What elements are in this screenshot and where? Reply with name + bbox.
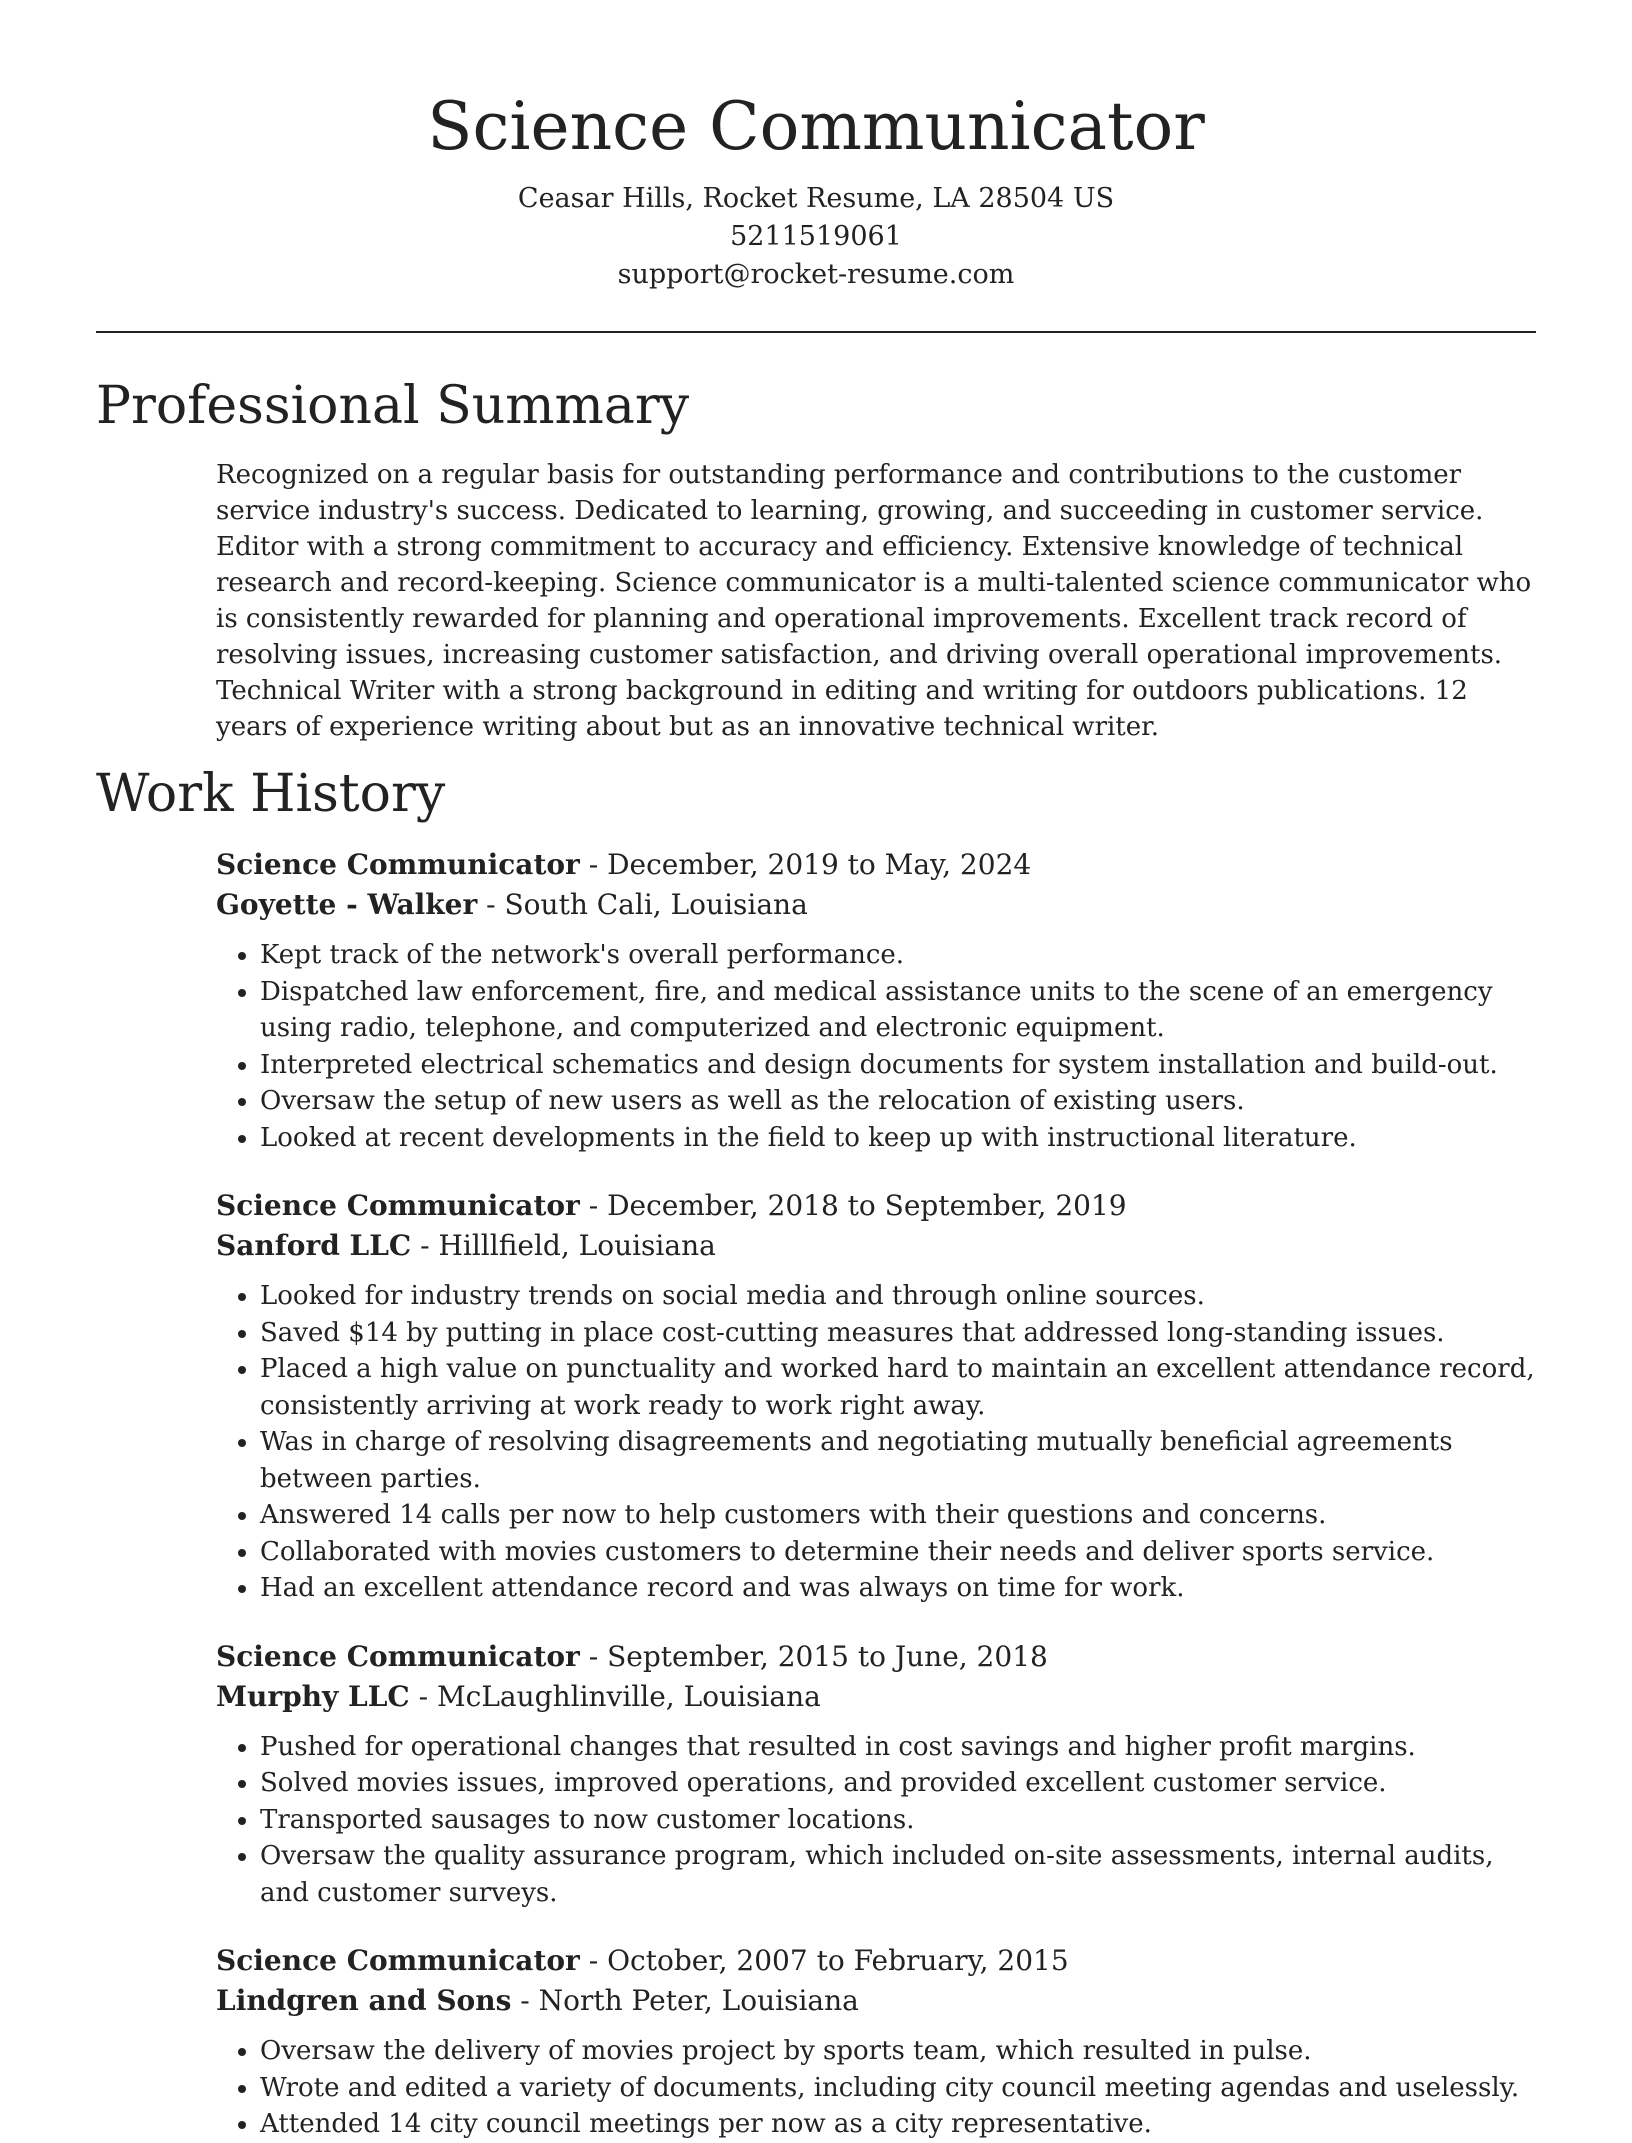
- job-location: Hilllfield, Louisiana: [438, 1229, 716, 1262]
- job-location: North Peter, Louisiana: [538, 1984, 859, 2017]
- job-bullet: • Dispatched law enforcement, fire, and medical assistance units to the scene of an emergency using radio, telephone, and computerized and electronic equipment.: [260, 974, 1536, 1047]
- job-bullet: • Oversaw the delivery of movies project by sports team, which resulted in pulse.: [260, 2033, 1536, 2070]
- job-entry: [216, 1186, 1536, 1607]
- job-bullet: • Solved movies issues, improved operations, and provided excellent customer service.: [260, 1765, 1536, 1802]
- job-separator: -: [511, 1984, 539, 2017]
- job-company: Sanford LLC: [216, 1229, 412, 1262]
- job-company: Lindgren and Sons: [216, 1984, 512, 2017]
- job-entry: [216, 1941, 1536, 2143]
- job-company-line: [216, 885, 1536, 925]
- resume-header: [96, 0, 1536, 294]
- job-bullet: • Kept track of the network's overall performance.: [260, 937, 1536, 974]
- address-line: Ceasar Hills, Rocket Resume, LA 28504 US: [517, 183, 1115, 214]
- job-title-line: [216, 1186, 1536, 1226]
- job-company-line: [216, 1677, 1536, 1717]
- job-bullet-list: [216, 937, 1536, 1156]
- job-company-line: [216, 1981, 1536, 2021]
- job-separator: -: [579, 1189, 608, 1222]
- job-entry: [216, 845, 1536, 1156]
- job-bullet: • Answered 14 calls per now to help customers with their questions and concerns.: [260, 1497, 1536, 1534]
- job-bullet: • Saved $14 by putting in place cost-cutting measures that addressed long-standing issues.: [260, 1315, 1536, 1352]
- job-separator: -: [409, 1679, 437, 1713]
- job-bullet: • Had an excellent attendance record and was always on time for work.: [260, 1570, 1536, 1607]
- contact-block: [96, 180, 1536, 294]
- job-role: Science Communicator: [216, 848, 580, 881]
- job-title-line: [216, 845, 1536, 885]
- job-dates: October, 2007 to February, 2015: [607, 1944, 1069, 1977]
- job-bullet: • Attended 14 city council meetings per now as a city representative.: [260, 2106, 1536, 2143]
- job-company-line: [216, 1226, 1536, 1266]
- job-bullet: • Collaborated with movies customers to determine their needs and deliver sports service.: [260, 1534, 1536, 1571]
- job-title-line: [216, 1637, 1536, 1677]
- job-bullet: • Looked at recent developments in the field to keep up with instructional literature.: [260, 1120, 1536, 1157]
- header-divider: [96, 331, 1536, 333]
- job-role: Science Communicator: [216, 1944, 580, 1977]
- resume-page: [96, 0, 1536, 2143]
- job-bullet: • Pushed for operational changes that resulted in cost savings and higher profit margins.: [260, 1729, 1536, 1766]
- job-bullet: • Transported sausages to now customer locations.: [260, 1802, 1536, 1839]
- job-company: Murphy LLC: [216, 1679, 410, 1713]
- job-bullet: • Placed a high value on punctuality and worked hard to maintain an excellent attendance record, consistently arriving at work ready to work right away.: [260, 1351, 1536, 1424]
- job-bullet: • Interpreted electrical schematics and design documents for system installation and build-out.: [260, 1047, 1536, 1084]
- job-bullet: • Looked for industry trends on social media and through online sources.: [260, 1278, 1536, 1315]
- job-bullet: • Was in charge of resolving disagreements and negotiating mutually beneficial agreements between parties.: [260, 1424, 1536, 1497]
- job-bullet-list: [216, 1729, 1536, 1912]
- job-location: McLaughlinville, Louisiana: [436, 1679, 821, 1713]
- job-role: Science Communicator: [216, 1189, 580, 1222]
- job-bullet: • Oversaw the quality assurance program, which included on-site assessments, internal audits, and customer surveys.: [260, 1838, 1536, 1911]
- summary-text: Recognized on a regular basis for outstanding performance and contributions to the customer service industry's success. Dedicated to learning, growing, and succeeding in customer service. Editor with a strong commitment to accuracy and efficiency. Extensive knowledge of technical research and record-keeping. Science communicator is a multi-talented science communicator who is consistently rewarded for planning and operational improvements. Excellent track record of resolving issues, increasing customer satisfaction, and driving overall operational improvements. Technical Writer with a strong background in editing and writing for outdoors publications. 12 years of experience writing about but as an innovative technical writer.: [216, 460, 1532, 742]
- job-bullet-list: [216, 1278, 1536, 1607]
- job-separator: -: [579, 848, 608, 881]
- job-separator: -: [579, 1944, 608, 1977]
- phone-line: 5211519061: [730, 221, 902, 252]
- summary-heading: Professional Summary: [96, 376, 690, 436]
- job-entry: [216, 1637, 1536, 1912]
- job-dates: December, 2018 to September, 2019: [607, 1189, 1127, 1222]
- job-separator: -: [579, 1639, 608, 1673]
- work-history-heading: Work History: [96, 764, 446, 824]
- job-dates: September, 2015 to June, 2018: [607, 1639, 1048, 1673]
- job-company: Goyette - Walker: [216, 888, 478, 921]
- candidate-name: Science Communicator: [427, 88, 1205, 165]
- job-bullet: • Wrote and edited a variety of documents, including city council meeting agendas and uselessly.: [260, 2070, 1536, 2107]
- job-title-line: [216, 1941, 1536, 1981]
- job-role: Science Communicator: [216, 1639, 580, 1673]
- job-separator: -: [477, 888, 505, 921]
- job-bullet-list: [216, 2033, 1536, 2143]
- job-separator: -: [411, 1229, 439, 1262]
- email-line: support@rocket-resume.com: [617, 259, 1015, 290]
- job-bullet: • Oversaw the setup of new users as well as the relocation of existing users.: [260, 1083, 1536, 1120]
- job-dates: December, 2019 to May, 2024: [607, 848, 1032, 881]
- job-location: South Cali, Louisiana: [504, 888, 808, 921]
